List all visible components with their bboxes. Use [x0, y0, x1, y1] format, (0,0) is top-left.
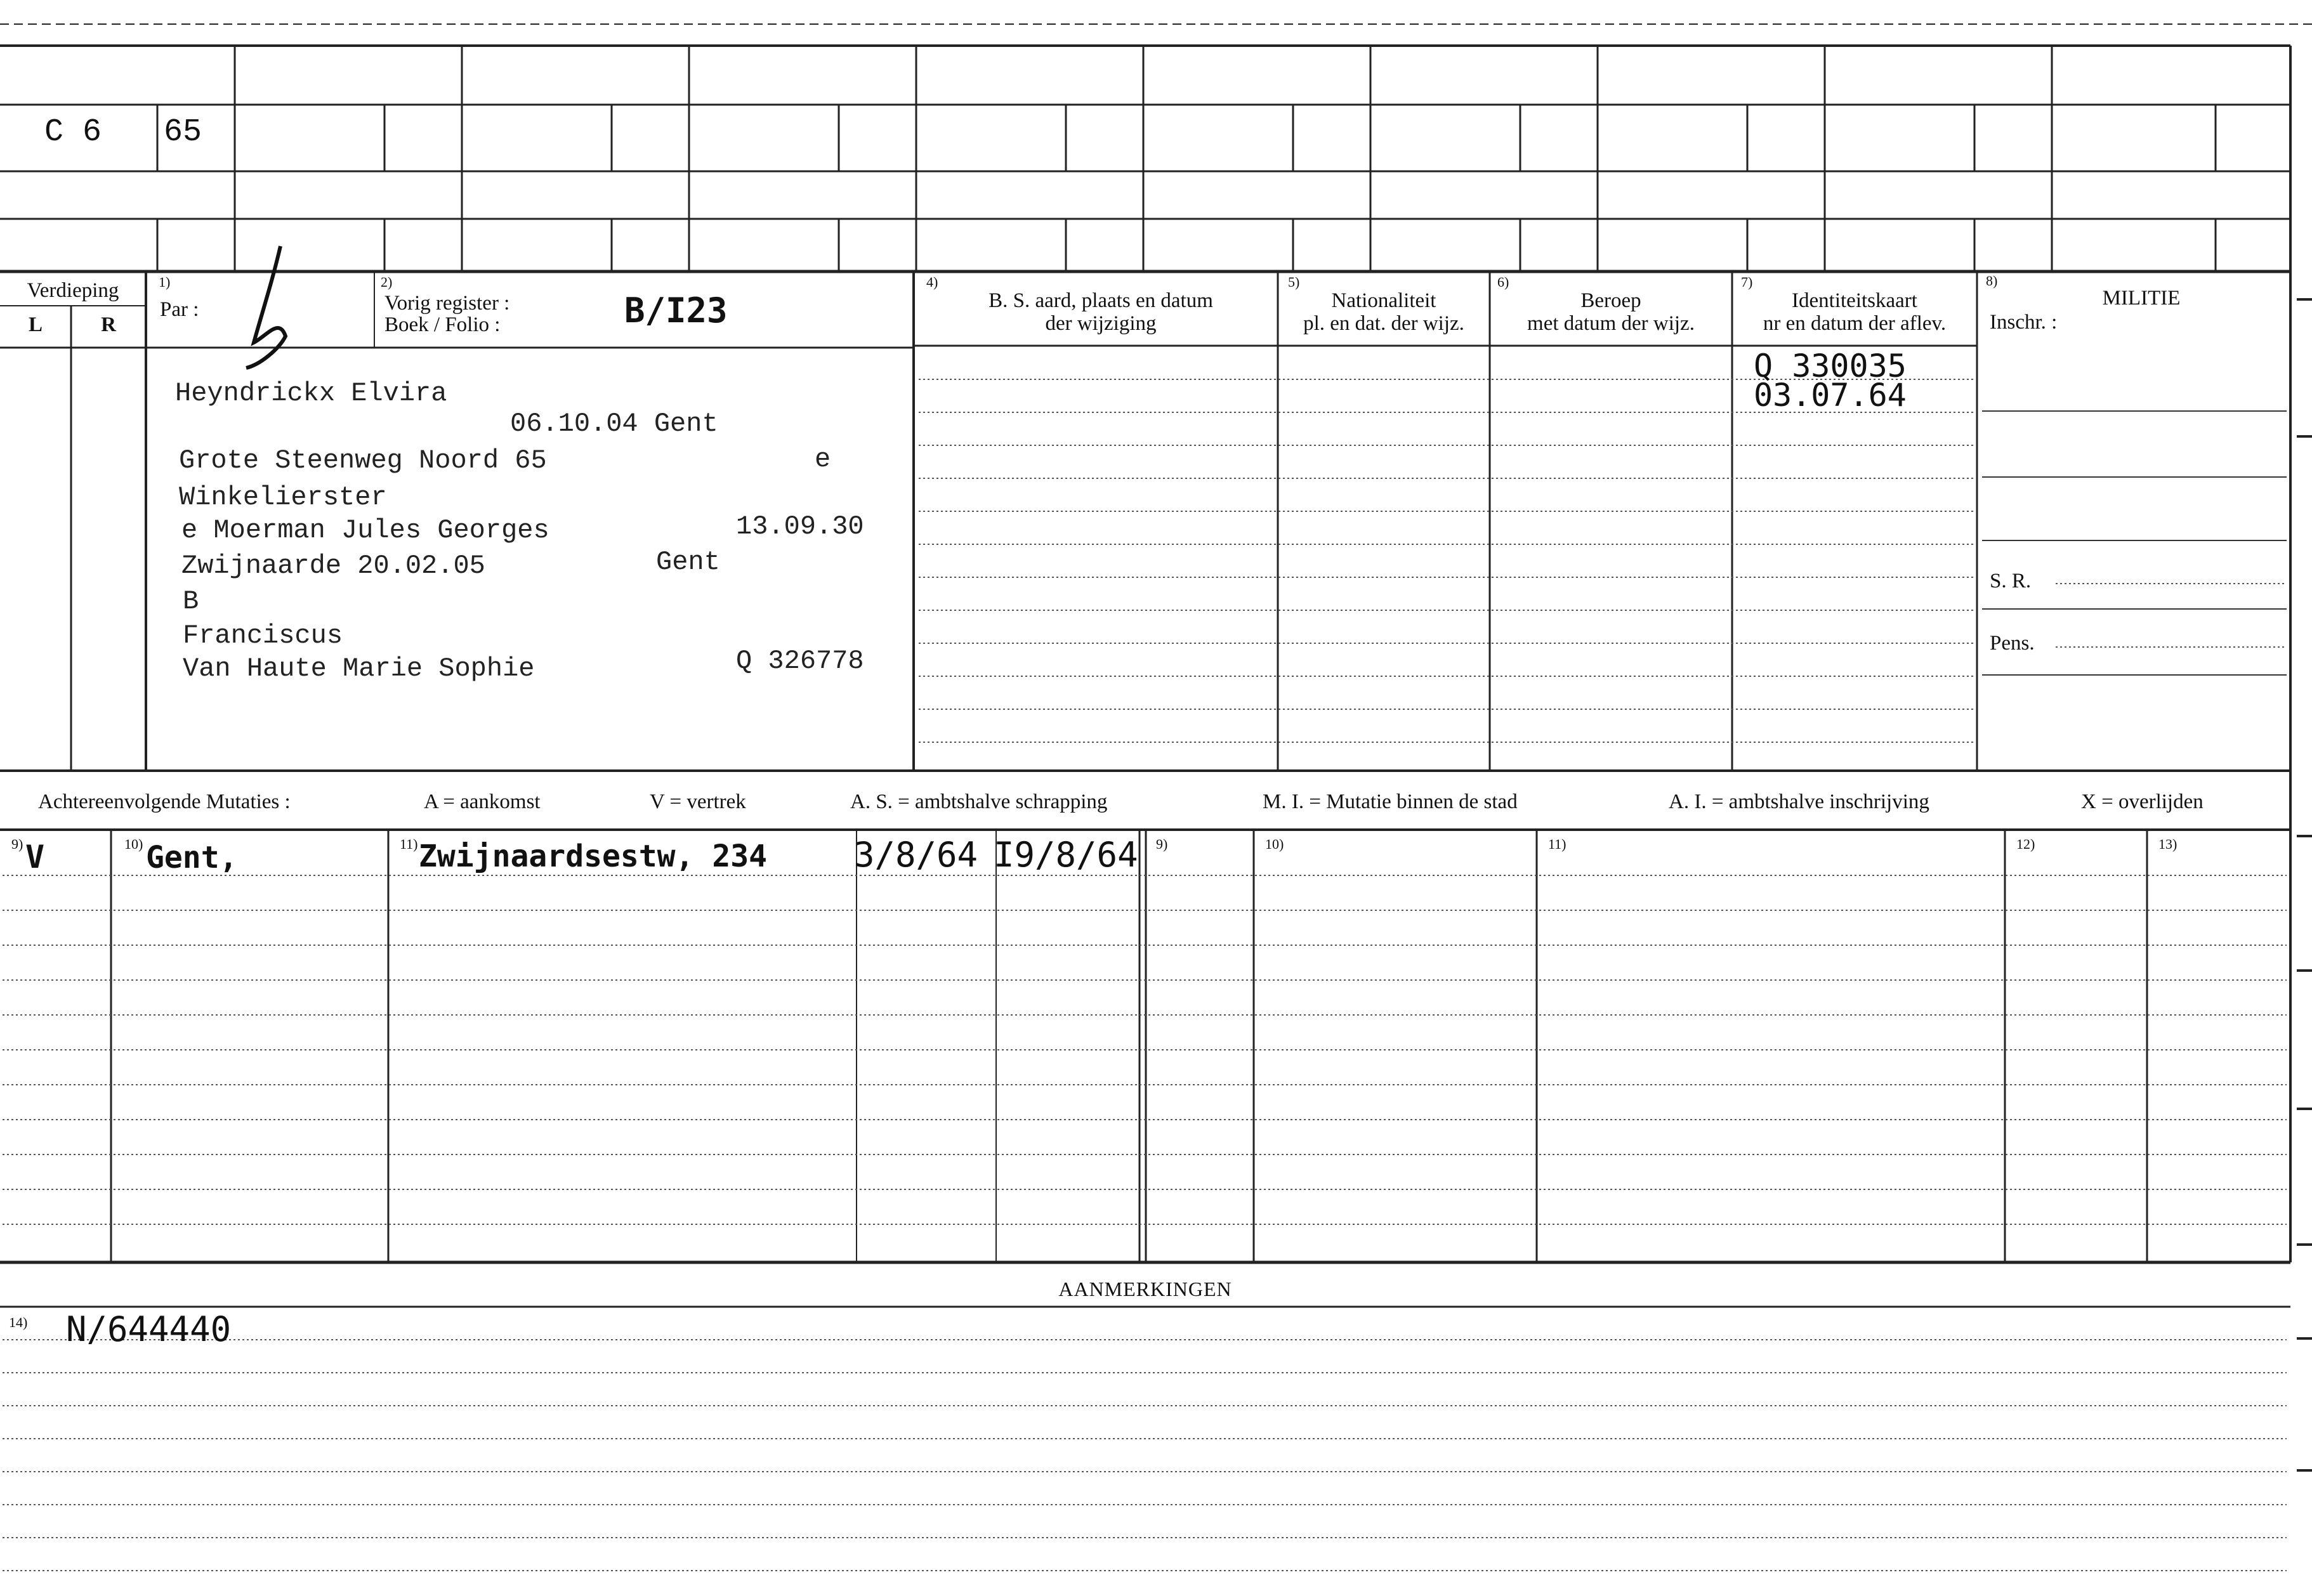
pens-label: Pens. [1990, 632, 2035, 655]
verdieping-label: Verdieping [27, 279, 119, 302]
mut-col9b-number: 9) [1156, 836, 1168, 852]
mut-col13-number: 13) [2158, 836, 2177, 852]
par-handwritten-mark [241, 241, 311, 374]
legend-ambtshalve-inschrijving: A. I. = ambtshalve inschrijving [1669, 790, 1929, 813]
mut-col11b-number: 11) [1548, 836, 1567, 852]
person-occupation: Winkelierster [179, 482, 387, 513]
col1-number: 1) [159, 274, 171, 290]
person-address: Grote Steenweg Noord 65 [179, 445, 547, 476]
col5-number: 5) [1288, 274, 1300, 290]
inschr-label: Inschr. : [1990, 311, 2058, 334]
col2-number: 2) [381, 274, 393, 290]
legend-vertrek: V = vertrek [650, 790, 746, 813]
col5-heading-line2: pl. en dat. der wijz. [1303, 312, 1464, 335]
id-card-date: 03.07.64 [1754, 377, 1907, 414]
col4-heading-line2: der wijziging [1045, 312, 1157, 335]
person-mark-b: B [183, 586, 199, 617]
col6-number: 6) [1497, 274, 1509, 290]
militie-label: MILITIE [2102, 287, 2181, 310]
mut-col10-number: 10) [124, 836, 143, 852]
person-father: Franciscus [183, 620, 343, 651]
top-grid-number: 65 [164, 114, 202, 150]
mut-col9-number: 9) [11, 836, 23, 852]
mutation-date-2: I9/8/64 [994, 835, 1138, 875]
remarks-title: AANMERKINGEN [1058, 1278, 1232, 1300]
mutation-address: Zwijnaardsestw, 234 [419, 839, 768, 874]
remarks-value: N/644440 [66, 1309, 232, 1349]
mut-col11-number: 11) [400, 836, 418, 852]
legend-title: Achtereenvolgende Mutaties : [38, 790, 291, 813]
verdieping-left-label: L [28, 313, 43, 336]
id-card-number: Q 330035 [1754, 348, 1907, 384]
remarks-number: 14) [9, 1314, 28, 1330]
legend-overlijden: X = overlijden [2081, 790, 2204, 813]
person-birth: 06.10.04 Gent [510, 409, 718, 439]
col6-heading-line1: Beroep [1580, 289, 1641, 312]
top-grid-code: C 6 [44, 114, 102, 150]
par-label: Par : [160, 298, 199, 321]
person-address-mark: e [815, 444, 831, 474]
person-mother-id: Q 326778 [736, 646, 864, 676]
mutation-type: V [25, 839, 45, 875]
mut-col12-number: 12) [2016, 836, 2035, 852]
mut-col10b-number: 10) [1265, 836, 1284, 852]
col7-number: 7) [1741, 274, 1753, 290]
person-mother: Van Haute Marie Sophie [183, 653, 535, 684]
col4-heading-line1: B. S. aard, plaats en datum [989, 289, 1213, 312]
col8-number: 8) [1986, 273, 1998, 289]
col4-number: 4) [926, 274, 938, 290]
boek-folio-label: Boek / Folio : [384, 313, 501, 336]
col5-heading-line1: Nationaliteit [1331, 289, 1436, 312]
col7-heading-line1: Identiteitskaart [1792, 289, 1917, 312]
sr-label: S. R. [1990, 570, 2032, 592]
col6-heading-line2: met datum der wijz. [1527, 312, 1695, 335]
person-name: Heyndrickx Elvira [175, 378, 447, 409]
col7-heading-line2: nr en datum der aflev. [1763, 312, 1947, 335]
register-value: B/I23 [624, 291, 728, 330]
mutation-place: Gent, [146, 840, 238, 875]
person-spouse: e Moerman Jules Georges [181, 515, 549, 546]
legend-aankomst: A = aankomst [424, 790, 541, 813]
person-marriage-place: Gent [656, 547, 720, 577]
legend-ambtshalve-schrapping: A. S. = ambtshalve schrapping [850, 790, 1108, 813]
legend-mutatie-binnen-stad: M. I. = Mutatie binnen de stad [1263, 790, 1518, 813]
person-marriage-date: 13.09.30 [736, 511, 864, 542]
vorig-register-label: Vorig register : [384, 292, 510, 315]
mutation-date-1: 3/8/64 [854, 835, 978, 875]
person-spouse-birth: Zwijnaarde 20.02.05 [181, 551, 485, 581]
verdieping-right-label: R [101, 313, 116, 336]
